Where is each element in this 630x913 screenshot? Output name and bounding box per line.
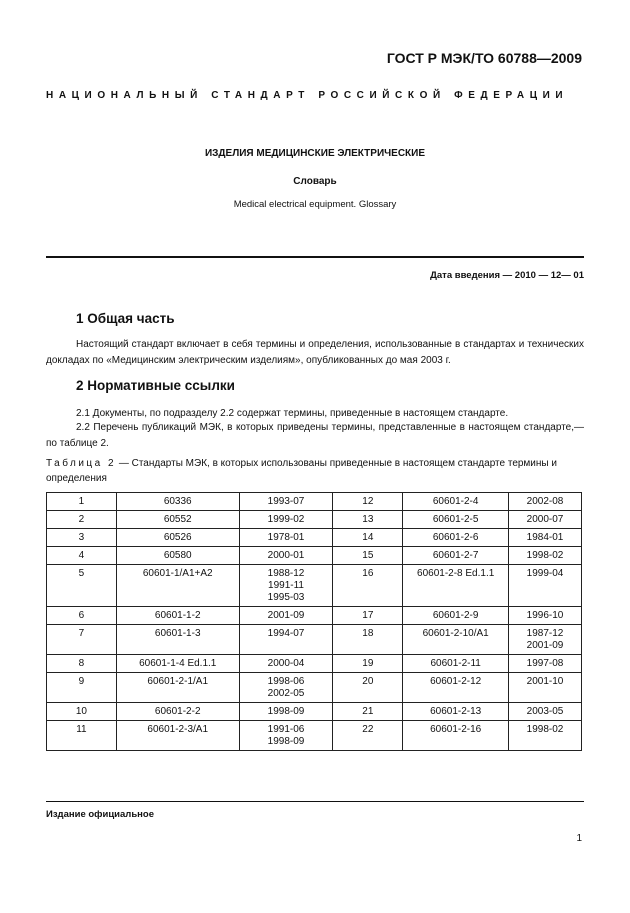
standard-number-cell: 60526 <box>116 529 239 547</box>
table-row <box>47 493 582 511</box>
section-1-heading: 1 Общая часть <box>76 311 175 326</box>
standard-number-cell: 60601-2-3/A1 <box>116 721 239 751</box>
standard-date-cell: 1999-04 <box>509 565 582 607</box>
standard-number-cell: 60601-2-7 <box>403 547 509 565</box>
row-number-cell: 1 <box>47 493 117 511</box>
standards-table <box>46 492 582 751</box>
official-edition-label: Издание официальное <box>46 809 154 820</box>
standard-number-cell: 60580 <box>116 547 239 565</box>
standard-number-cell: 60601-2-2 <box>116 703 239 721</box>
standard-number-cell: 60336 <box>116 493 239 511</box>
standard-date-cell: 1998-06 2002-05 <box>239 673 333 703</box>
standard-date-cell: 2001-10 <box>509 673 582 703</box>
standard-date-cell: 1978-01 <box>239 529 333 547</box>
row-number-cell: 22 <box>333 721 403 751</box>
row-number-cell: 17 <box>333 607 403 625</box>
table-row <box>47 511 582 529</box>
standard-date-cell: 2000-01 <box>239 547 333 565</box>
standard-number-cell: 60601-2-11 <box>403 655 509 673</box>
row-number-cell: 14 <box>333 529 403 547</box>
section-1-paragraph: Настоящий стандарт включает в себя термины и определения, использованные в стандартах и технических докладах по «Медицинским электрическим изделиям», опубликованных до мая 2003 г. <box>46 339 584 366</box>
standard-date-cell: 1999-02 <box>239 511 333 529</box>
standard-number-cell: 60601-1-4 Ed.1.1 <box>116 655 239 673</box>
row-number-cell: 2 <box>47 511 117 529</box>
row-number-cell: 13 <box>333 511 403 529</box>
paragraph-2-1: 2.1 Документы, по подразделу 2.2 содержат термины, приведенные в настоящем стандарте. <box>76 408 509 419</box>
table-row <box>47 703 582 721</box>
standard-number-cell: 60601-2-6 <box>403 529 509 547</box>
row-number-cell: 7 <box>47 625 117 655</box>
standard-number-cell: 60601-2-12 <box>403 673 509 703</box>
standard-date-cell: 2000-04 <box>239 655 333 673</box>
national-standard-heading: НАЦИОНАЛЬНЫЙ СТАНДАРТ РОССИЙСКОЙ ФЕДЕРАЦИИ <box>46 90 569 101</box>
standard-number-cell: 60601-1-3 <box>116 625 239 655</box>
standards-table-body <box>47 493 582 751</box>
standard-date-cell: 1998-02 <box>509 721 582 751</box>
standard-date-cell: 1984-01 <box>509 529 582 547</box>
standard-date-cell: 2002-08 <box>509 493 582 511</box>
standard-number-cell: 60601-2-8 Ed.1.1 <box>403 565 509 607</box>
table-row <box>47 655 582 673</box>
row-number-cell: 20 <box>333 673 403 703</box>
standard-number-cell: 60601-2-10/A1 <box>403 625 509 655</box>
paragraph-2-2: 2.2 Перечень публикаций МЭК, в которых приведены термины, представленные в настоящем стандарте,— по таблице 2. <box>46 422 584 449</box>
standard-date-cell: 1988-12 1991-11 1995-03 <box>239 565 333 607</box>
table-row <box>47 565 582 607</box>
row-number-cell: 10 <box>47 703 117 721</box>
row-number-cell: 15 <box>333 547 403 565</box>
table-row <box>47 547 582 565</box>
standard-number-cell: 60601-2-4 <box>403 493 509 511</box>
row-number-cell: 6 <box>47 607 117 625</box>
standard-number-cell: 60601-2-13 <box>403 703 509 721</box>
standard-date-cell: 1993-07 <box>239 493 333 511</box>
standard-date-cell: 1998-09 <box>239 703 333 721</box>
title-divider <box>46 256 584 258</box>
standard-date-cell: 1998-02 <box>509 547 582 565</box>
standard-number-cell: 60601-2-5 <box>403 511 509 529</box>
english-title: Medical electrical equipment. Glossary <box>233 199 397 210</box>
row-number-cell: 18 <box>333 625 403 655</box>
row-number-cell: 21 <box>333 703 403 721</box>
introduction-date: Дата введения — 2010 — 12— 01 <box>430 270 584 281</box>
standard-number-cell: 60601-2-16 <box>403 721 509 751</box>
section-1-text <box>46 337 584 369</box>
document-title: ИЗДЕЛИЯ МЕДИЦИНСКИЕ ЭЛЕКТРИЧЕСКИЕ <box>204 148 426 159</box>
row-number-cell: 3 <box>47 529 117 547</box>
standard-date-cell: 1997-08 <box>509 655 582 673</box>
standard-number-cell: 60601-2-1/A1 <box>116 673 239 703</box>
page-number: 1 <box>576 833 582 844</box>
footer-divider <box>46 801 584 802</box>
table-row <box>47 607 582 625</box>
standard-date-cell: 1994-07 <box>239 625 333 655</box>
row-number-cell: 9 <box>47 673 117 703</box>
table-row <box>47 529 582 547</box>
standard-date-cell: 1987-12 2001-09 <box>509 625 582 655</box>
table-caption-label: Таблица 2 <box>46 458 117 469</box>
standard-number-cell: 60601-2-9 <box>403 607 509 625</box>
table-row <box>47 625 582 655</box>
standard-date-cell: 2000-07 <box>509 511 582 529</box>
table-caption-text: — Стандарты МЭК, в которых использованы приведенные в настоящем стандарте термины и определения <box>46 458 557 484</box>
standard-number-cell: 60552 <box>116 511 239 529</box>
row-number-cell: 8 <box>47 655 117 673</box>
standard-number-cell: 60601-1/A1+A2 <box>116 565 239 607</box>
section-2-paragraph-2 <box>46 420 584 452</box>
section-2-heading: 2 Нормативные ссылки <box>76 378 235 393</box>
document-code: ГОСТ Р МЭК/ТО 60788—2009 <box>386 50 582 66</box>
table-row <box>47 721 582 751</box>
standard-date-cell: 2001-09 <box>239 607 333 625</box>
standard-number-cell: 60601-1-2 <box>116 607 239 625</box>
row-number-cell: 12 <box>333 493 403 511</box>
document-subtitle: Словарь <box>293 176 337 187</box>
table-row <box>47 673 582 703</box>
row-number-cell: 5 <box>47 565 117 607</box>
row-number-cell: 11 <box>47 721 117 751</box>
standard-date-cell: 2003-05 <box>509 703 582 721</box>
row-number-cell: 16 <box>333 565 403 607</box>
row-number-cell: 19 <box>333 655 403 673</box>
table-caption <box>46 456 584 486</box>
standard-date-cell: 1991-06 1998-09 <box>239 721 333 751</box>
standard-date-cell: 1996-10 <box>509 607 582 625</box>
row-number-cell: 4 <box>47 547 117 565</box>
